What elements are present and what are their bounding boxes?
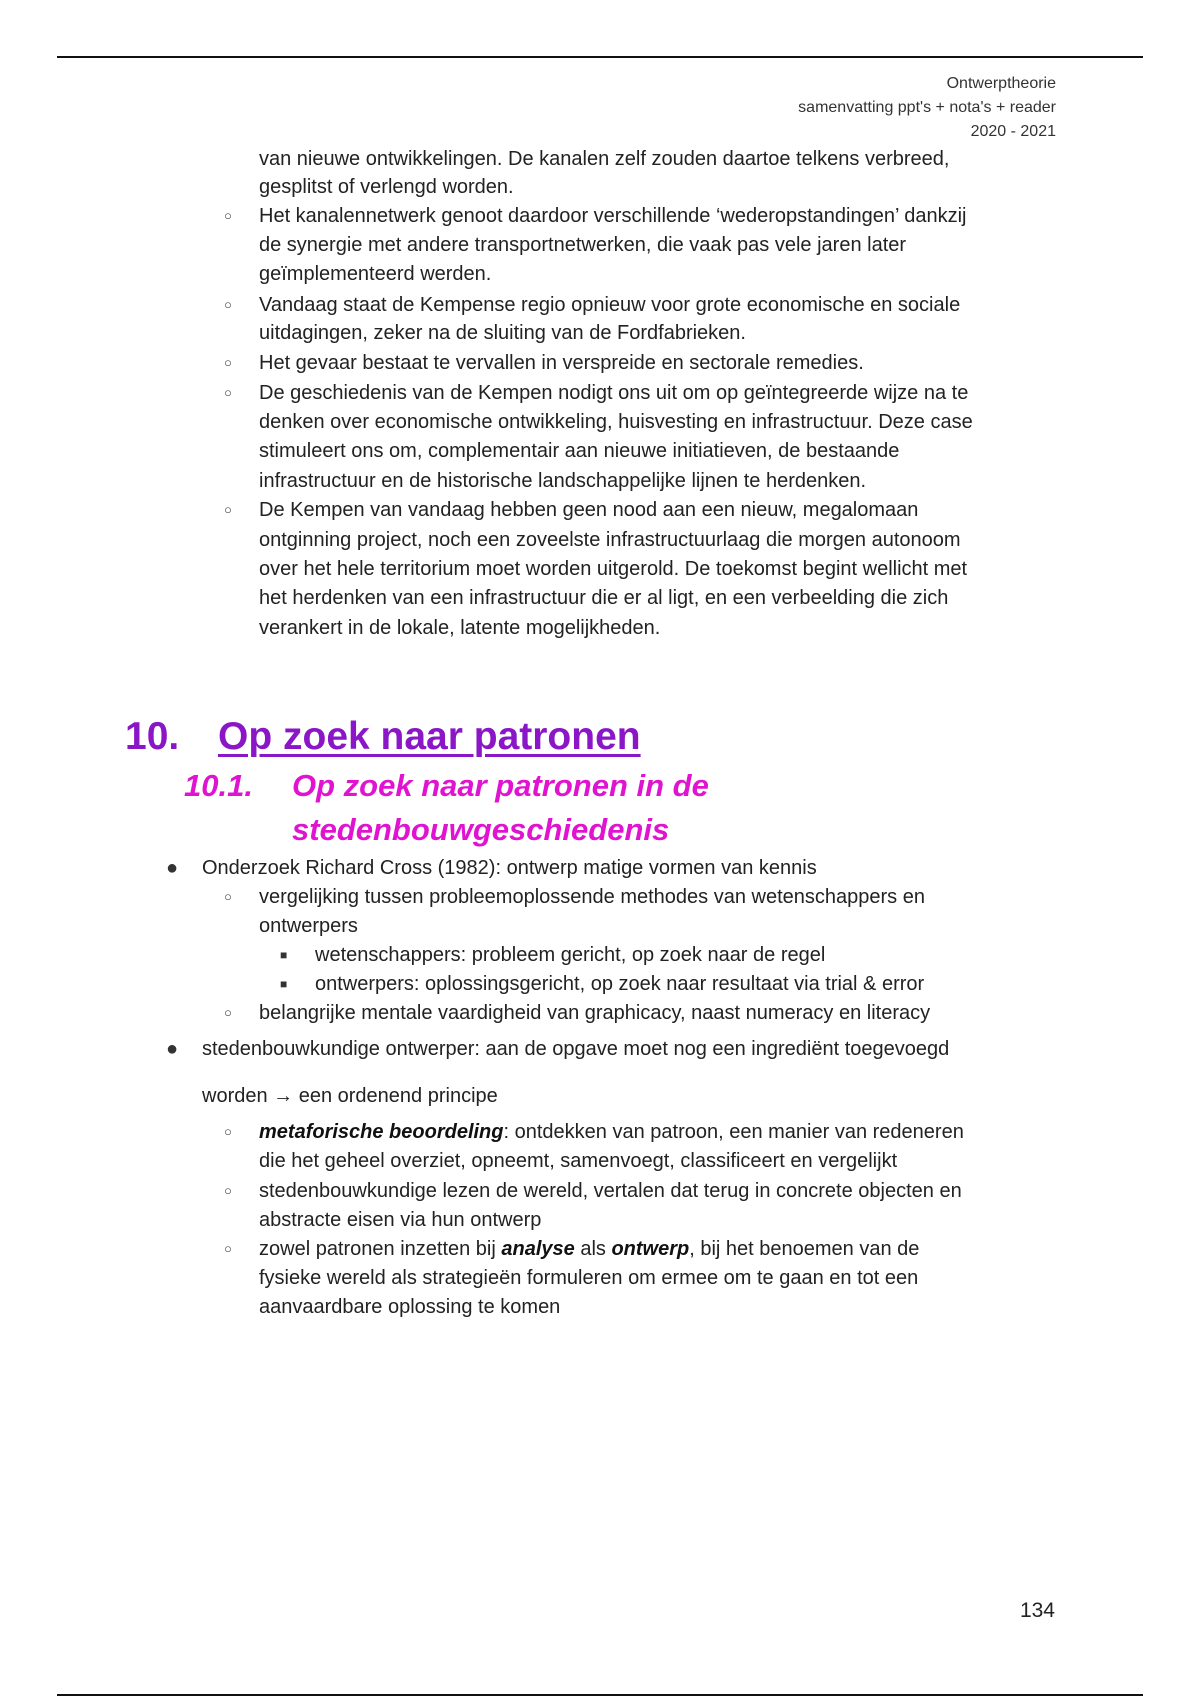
list-item-line: ontginning project, noch een zoveelste infrastructuurlaag die morgen autonoom [259,529,961,551]
list-item-line: abstracte eisen via hun ontwerp [259,1209,542,1231]
header-subtitle: samenvatting ppt's + nota's + reader [798,99,1056,116]
section-title: Op zoek naar patronen [218,715,641,758]
list-item-line: Het kanalennetwerk genoot daardoor verschillende ‘wederopstandingen’ dankzij [259,205,967,227]
bullet-circle-icon: ○ [224,385,232,400]
header-course: Ontwerptheorie [946,75,1056,92]
list-item-line: over het hele territorium moet worden uitgerold. De toekomst begint wellicht met [259,558,968,580]
bullet-square-icon: ■ [280,948,288,962]
bullet-circle-icon: ○ [224,1005,232,1020]
bullet-circle-icon: ○ [224,208,232,223]
list-item-line: het herdenken van een infrastructuur die er al ligt, en een verbeelding die zich [259,587,949,609]
bottom-rule [57,1694,1143,1696]
list-item-line: die het geheel overziet, opneemt, samenvoegt, classificeert en vergelijkt [259,1150,898,1172]
list-item-line: Onderzoek Richard Cross (1982): ontwerp matige vormen van kennis [202,857,817,879]
list-item-line: stimuleert ons om, complementair aan nieuwe initiatieven, de bestaande [259,440,900,462]
bullet-disc-icon: ● [166,1038,179,1060]
list-item-line: Vandaag staat de Kempense regio opnieuw voor grote economische en sociale [259,294,961,316]
bullet-circle-icon: ○ [224,502,232,517]
page-number: 134 [1019,1599,1055,1622]
list-item-line: uitdagingen, zeker na de sluiting van de Fordfabrieken. [259,322,746,344]
term-ontwerp: ontwerp [611,1238,690,1260]
bullet-circle-icon: ○ [224,355,232,370]
bullet-square-icon: ■ [280,977,288,991]
bullet-disc-icon: ● [166,857,179,879]
list-item-line: ontwerpers [259,915,358,937]
bullet-circle-icon: ○ [224,1241,232,1256]
bullet-circle-icon: ○ [224,1124,232,1139]
list-item-line: stedenbouwkundige ontwerper: aan de opgave moet nog een ingrediënt toegevoegd [202,1038,950,1060]
list-item-line [259,1236,919,1262]
top-rule [57,56,1143,58]
list-item-line: fysieke wereld als strategieën formuleren om ermee om te gaan en tot een [259,1267,919,1289]
list-item-line: verankert in de lokale, latente mogelijkheden. [259,617,661,639]
list-item-line: worden → een ordenend principe [202,1085,498,1107]
subsection-number: 10.1. [184,768,253,803]
list-item-line: denken over economische ontwikkeling, huisvesting en infrastructuur. Deze case [259,411,973,433]
section-number: 10. [125,715,180,758]
bullet-circle-icon: ○ [224,297,232,312]
continuation-line: van nieuwe ontwikkelingen. De kanalen zelf zouden daartoe telkens verbreed, [259,148,950,170]
term-metaforische-beoordeling: metaforische beoordeling [259,1121,504,1143]
bullet-circle-icon: ○ [224,1183,232,1198]
list-item-line [259,1119,964,1145]
list-item-line: vergelijking tussen probleemoplossende methodes van wetenschappers en [259,886,925,908]
list-item-line: wetenschappers: probleem gericht, op zoek naar de regel [315,944,826,966]
list-item-line: stedenbouwkundige lezen de wereld, vertalen dat terug in concrete objecten en [259,1180,962,1202]
list-item-line: De Kempen van vandaag hebben geen nood aan een nieuw, megalomaan [259,499,919,521]
subsection-title: stedenbouwgeschiedenis [292,812,670,847]
continuation-line: gesplitst of verlengd worden. [259,176,514,198]
list-item-text: , bij het benoemen van de [689,1238,920,1260]
header-year: 2020 - 2021 [970,123,1056,140]
bullet-circle-icon: ○ [224,889,232,904]
list-item-line: de synergie met andere transportnetwerken, die vaak pas vele jaren later [259,234,907,256]
list-item-line: aanvaardbare oplossing te komen [259,1296,561,1318]
page-header [798,72,1056,144]
list-item-line: Het gevaar bestaat te vervallen in verspreide en sectorale remedies. [259,352,864,374]
list-item-line: De geschiedenis van de Kempen nodigt ons uit om op geïntegreerde wijze na te [259,382,969,404]
list-item-line: infrastructuur en de historische landschappelijke lijnen te herdenken. [259,470,867,492]
list-item-line: belangrijke mentale vaardigheid van graphicacy, naast numeracy en literacy [259,1002,931,1024]
list-item-line: ontwerpers: oplossingsgericht, op zoek naar resultaat via trial & error [315,973,925,995]
list-item-text: zowel patronen inzetten bij [259,1238,502,1260]
term-analyse: analyse [501,1238,575,1260]
list-item-text: als [574,1238,612,1260]
list-item-text: : ontdekken van patroon, een manier van redeneren [503,1121,964,1143]
list-item-line: geïmplementeerd werden. [259,263,492,285]
subsection-title: Op zoek naar patronen in de [292,768,709,803]
